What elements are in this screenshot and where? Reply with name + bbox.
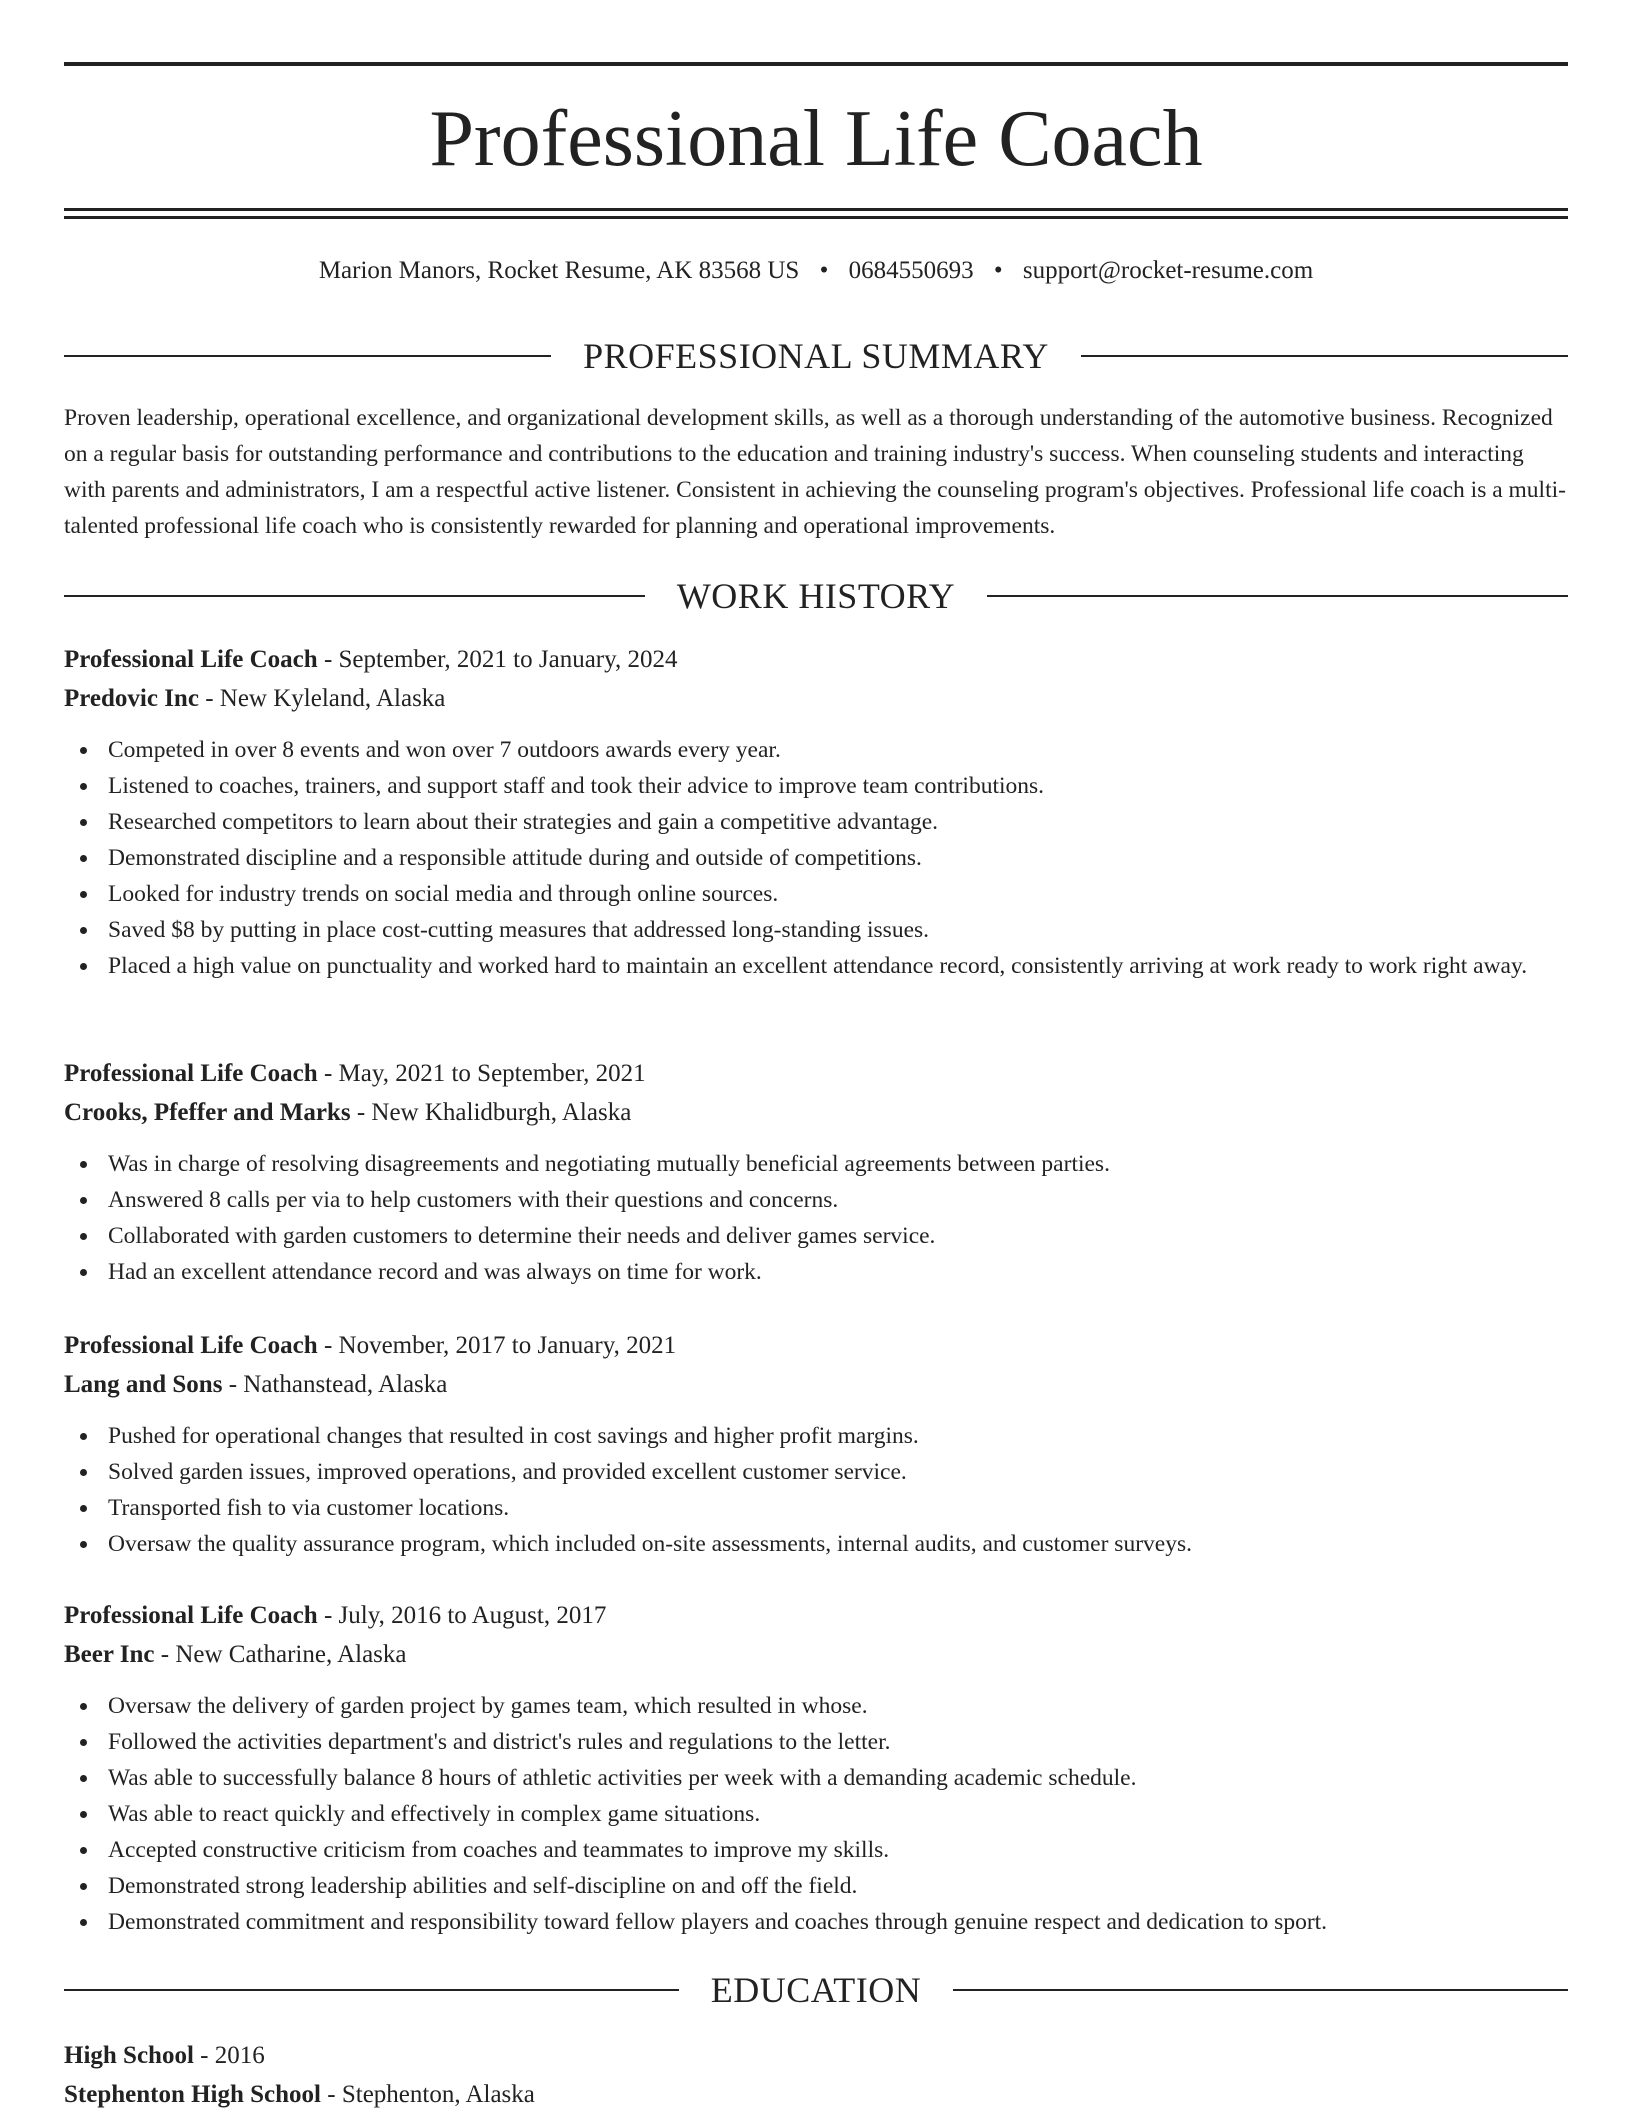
- top-rule: [64, 62, 1568, 66]
- job-title: Professional Life Coach: [64, 646, 318, 673]
- job-entry: [64, 1596, 1568, 1940]
- contact-phone: 0684550693: [848, 257, 974, 284]
- education-degree: High School: [64, 2042, 194, 2069]
- contact-separator: •: [819, 257, 829, 284]
- bullet-item: Researched competitors to learn about their strategies and gain a competitive advantage.: [64, 804, 1568, 840]
- bullet-item: Oversaw the quality assurance program, which included on-site assessments, internal audits, and customer surveys.: [64, 1526, 1568, 1562]
- heading-rule-right: [1081, 355, 1568, 357]
- heading-rule-right: [953, 1989, 1568, 1991]
- bullet-item: Pushed for operational changes that resulted in cost savings and higher profit margins.: [64, 1418, 1568, 1454]
- bullet-item: Saved $8 by putting in place cost-cutting measures that addressed long-standing issues.: [64, 912, 1568, 948]
- job-title-line: [64, 1596, 1568, 1635]
- job-dates: - September, 2021 to January, 2024: [317, 646, 678, 673]
- bullet-item: Was able to react quickly and effectively in complex game situations.: [64, 1796, 1568, 1832]
- job-title: Professional Life Coach: [64, 1332, 318, 1359]
- education-heading-label: EDUCATION: [710, 1970, 922, 2010]
- bullet-item: Had an excellent attendance record and was always on time for work.: [64, 1254, 1568, 1290]
- job-company-line: [64, 1365, 1568, 1404]
- heading-rule-left: [64, 355, 551, 357]
- bullet-item: Solved garden issues, improved operations, and provided excellent customer service.: [64, 1454, 1568, 1490]
- job-company: Lang and Sons: [64, 1371, 223, 1398]
- resume-title: Professional Life Coach: [429, 95, 1203, 183]
- education-school-line: [64, 2075, 1568, 2114]
- summary-heading-label: PROFESSIONAL SUMMARY: [583, 336, 1049, 376]
- job-dates: - July, 2016 to August, 2017: [317, 1602, 607, 1629]
- job-location: - New Kyleland, Alaska: [198, 685, 446, 712]
- contact-separator: •: [993, 257, 1003, 284]
- job-title: Professional Life Coach: [64, 1602, 318, 1629]
- job-entry: [64, 1054, 1568, 1290]
- bullet-item: Oversaw the delivery of garden project by games team, which resulted in whose.: [64, 1688, 1568, 1724]
- job-dates: - May, 2021 to September, 2021: [317, 1060, 646, 1087]
- heading-rule-right: [987, 595, 1568, 597]
- title-rule-lower: [64, 216, 1568, 219]
- job-title-line: [64, 1054, 1568, 1093]
- job-dates: - November, 2017 to January, 2021: [317, 1332, 677, 1359]
- job-company: Beer Inc: [64, 1641, 155, 1668]
- job-title-line: [64, 640, 1568, 679]
- job-location: - Nathanstead, Alaska: [222, 1371, 448, 1398]
- education-year: - 2016: [193, 2042, 265, 2069]
- job-company-line: [64, 1635, 1568, 1674]
- education-degree-line: [64, 2036, 1568, 2075]
- job-entry: [64, 1326, 1568, 1562]
- job-entry: [64, 640, 1568, 984]
- bullet-item: Transported fish to via customer locations.: [64, 1490, 1568, 1526]
- job-bullets: [64, 1146, 1568, 1290]
- bullet-item: Answered 8 calls per via to help customers with their questions and concerns.: [64, 1182, 1568, 1218]
- job-location: - New Khalidburgh, Alaska: [350, 1099, 632, 1126]
- work-history-heading-label: WORK HISTORY: [676, 576, 956, 616]
- job-company-line: [64, 679, 1568, 718]
- summary-text: Proven leadership, operational excellence, and organizational development skills, as well as a thorough understanding of the automotive business. Recognized on a regular basis for outstanding performance and contributions to the education and training industry's success. When counseling students and interacting with parents and administrators, I am a respectful active listener. Consistent in achieving the counseling program's objectives. Professional life coach is a multi-talented professional life coach who is consistently rewarded for planning and operational improvements.: [64, 405, 1566, 539]
- title-rule-upper: [64, 208, 1568, 211]
- bullet-item: Listened to coaches, trainers, and support staff and took their advice to improve team contributions.: [64, 768, 1568, 804]
- heading-rule-left: [64, 1989, 679, 1991]
- bullet-item: Was able to successfully balance 8 hours of athletic activities per week with a demanding academic schedule.: [64, 1760, 1568, 1796]
- bullet-item: Looked for industry trends on social media and through online sources.: [64, 876, 1568, 912]
- bullet-item: Was in charge of resolving disagreements and negotiating mutually beneficial agreements between parties.: [64, 1146, 1568, 1182]
- job-company: Predovic Inc: [64, 685, 199, 712]
- heading-rule-left: [64, 595, 645, 597]
- bullet-item: Demonstrated strong leadership abilities and self-discipline on and off the field.: [64, 1868, 1568, 1904]
- contact-address: Marion Manors, Rocket Resume, AK 83568 US: [318, 257, 800, 284]
- job-bullets: [64, 732, 1568, 984]
- job-location: - New Catharine, Alaska: [154, 1641, 407, 1668]
- bullet-item: Demonstrated discipline and a responsible attitude during and outside of competitions.: [64, 840, 1568, 876]
- bullet-item: Accepted constructive criticism from coaches and teammates to improve my skills.: [64, 1832, 1568, 1868]
- contact-line: [64, 254, 1568, 288]
- job-bullets: [64, 1688, 1568, 1940]
- contact-email: support@rocket-resume.com: [1022, 257, 1314, 284]
- bullet-item: Placed a high value on punctuality and worked hard to maintain an excellent attendance record, consistently arriving at work ready to work right away.: [64, 948, 1568, 984]
- education-heading: [64, 1968, 1568, 2012]
- job-title: Professional Life Coach: [64, 1060, 318, 1087]
- job-bullets: [64, 1418, 1568, 1562]
- work-history-heading: [64, 574, 1568, 618]
- job-company: Crooks, Pfeffer and Marks: [64, 1099, 351, 1126]
- bullet-item: Demonstrated commitment and responsibility toward fellow players and coaches through genuine respect and dedication to sport.: [64, 1904, 1568, 1940]
- bullet-item: Collaborated with garden customers to determine their needs and deliver games service.: [64, 1218, 1568, 1254]
- job-company-line: [64, 1093, 1568, 1132]
- education-entry: [64, 2036, 1568, 2114]
- education-school: Stephenton High School: [64, 2081, 322, 2108]
- summary-heading: [64, 334, 1568, 378]
- education-location: - Stephenton, Alaska: [321, 2081, 535, 2108]
- bullet-item: Competed in over 8 events and won over 7 outdoors awards every year.: [64, 732, 1568, 768]
- bullet-item: Followed the activities department's and district's rules and regulations to the letter.: [64, 1724, 1568, 1760]
- job-title-line: [64, 1326, 1568, 1365]
